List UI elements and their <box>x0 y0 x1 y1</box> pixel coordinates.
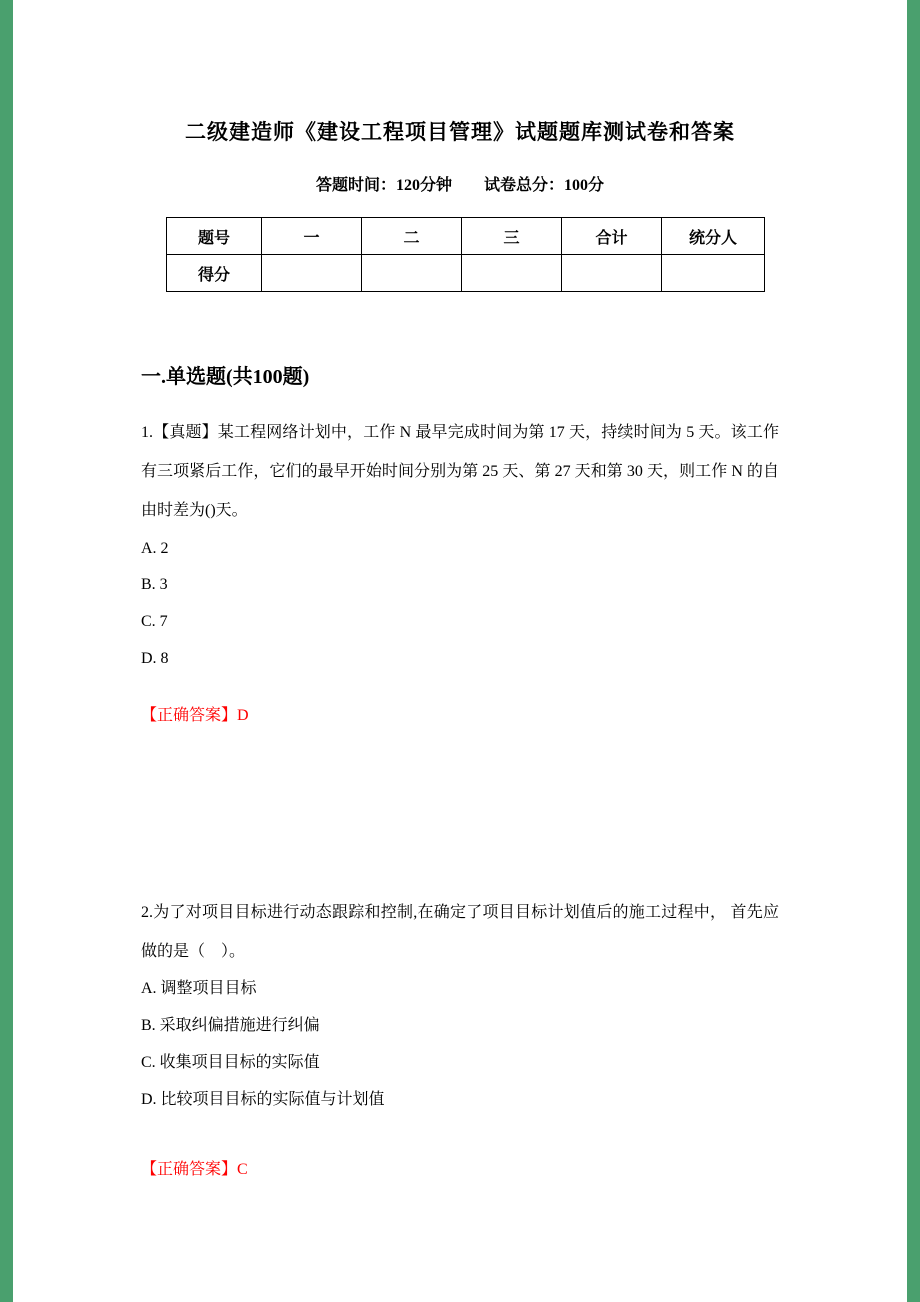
score-cell-empty <box>662 255 765 292</box>
score-table-score-row <box>167 255 765 292</box>
score-cell-empty <box>362 255 462 292</box>
question-1-text: 1.【真题】某工程网络计划中，工作 N 最早完成时间为第 17 天，持续时间为 5 天。该工作有三项紧后工作，它们的最早开始时间分别为第 25 天、第 27 天和第 30 天，则工作 N 的自由时差为()天。 <box>141 424 779 520</box>
score-table-header-section-three: 三 <box>462 218 562 255</box>
score-row-label: 得分 <box>167 255 262 292</box>
question-1-answer-label: 【正确答案】 <box>141 706 238 724</box>
question-1-answer-letter: D <box>237 706 249 724</box>
question-1-option-d: D. 8 <box>141 649 169 667</box>
question-2-option-d: D. 比较项目目标的实际值与计划值 <box>141 1090 385 1108</box>
score-table-header-scorer: 统分人 <box>662 218 765 255</box>
question-2-answer-letter: C <box>237 1161 248 1179</box>
question-2-option-c: C. 收集项目目标的实际值 <box>141 1053 320 1071</box>
question-2-answer <box>141 1156 779 1179</box>
question-2 <box>141 893 779 1180</box>
question-1 <box>141 413 779 725</box>
score-table-header-question-number: 题号 <box>167 218 262 255</box>
score-table-header-row <box>167 218 765 255</box>
score-cell-empty <box>462 255 562 292</box>
question-2-option-b: B. 采取纠偏措施进行纠偏 <box>141 1016 320 1034</box>
score-table-header-section-two: 二 <box>362 218 462 255</box>
section-heading: 一.单选题(共100题) <box>141 366 310 388</box>
question-1-option-b: B. 3 <box>141 576 168 594</box>
score-table-header-total: 合计 <box>562 218 662 255</box>
score-table-header-section-one: 一 <box>262 218 362 255</box>
question-2-option-a: A. 调整项目目标 <box>141 980 257 998</box>
score-cell-empty <box>562 255 662 292</box>
question-1-answer <box>141 702 779 725</box>
document-title: 二级建造师《建设工程项目管理》试题题库测试卷和答案 <box>185 120 735 144</box>
exam-meta: 答题时间：120分钟 试卷总分：100分 <box>315 177 604 194</box>
score-cell-empty <box>262 255 362 292</box>
score-table <box>166 217 765 292</box>
question-1-option-a: A. 2 <box>141 539 169 557</box>
question-1-option-c: C. 7 <box>141 613 168 631</box>
question-2-answer-label: 【正确答案】 <box>141 1161 238 1179</box>
document-page <box>13 0 907 1302</box>
question-2-text: 2.为了对项目目标进行动态跟踪和控制,在确定了项目目标计划值后的施工过程中， 首先应做的是（ ）。 <box>141 903 779 960</box>
